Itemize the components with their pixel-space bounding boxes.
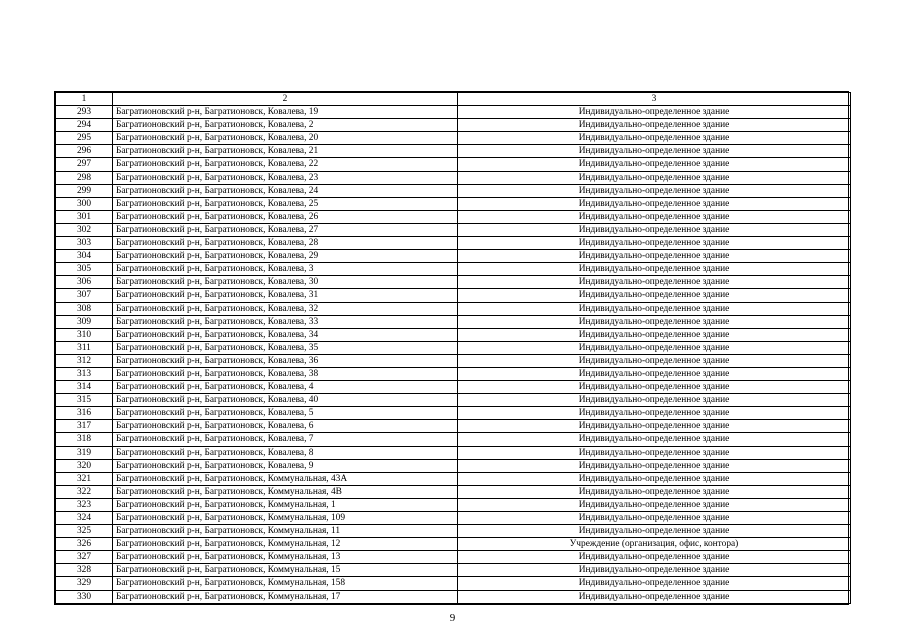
table-row <box>56 459 851 472</box>
table-row <box>56 485 851 498</box>
table-row <box>56 328 851 341</box>
object-type-cell: Индивидуально-определенное здание <box>458 341 851 354</box>
address-cell: Багратионовский р-н, Багратионовск, Коммунальная, 4В <box>113 485 458 498</box>
row-number-cell: 326 <box>56 538 113 551</box>
row-number-cell: 309 <box>56 315 113 328</box>
table-row <box>56 237 851 250</box>
table-row <box>56 250 851 263</box>
object-type-cell: Индивидуально-определенное здание <box>458 197 851 210</box>
row-number-cell: 327 <box>56 551 113 564</box>
row-number-cell: 318 <box>56 433 113 446</box>
row-number-cell: 308 <box>56 302 113 315</box>
address-cell: Багратионовский р-н, Багратионовск, Ковалева, 7 <box>113 433 458 446</box>
table-row <box>56 158 851 171</box>
object-type-cell: Индивидуально-определенное здание <box>458 106 851 119</box>
address-cell: Багратионовский р-н, Багратионовск, Ковалева, 33 <box>113 315 458 328</box>
address-cell: Багратионовский р-н, Багратионовск, Ковалева, 34 <box>113 328 458 341</box>
object-type-cell: Учреждение (организация, офис, контора) <box>458 538 851 551</box>
row-number-cell: 319 <box>56 446 113 459</box>
row-number-cell: 325 <box>56 525 113 538</box>
object-type-cell: Индивидуально-определенное здание <box>458 472 851 485</box>
object-type-cell: Индивидуально-определенное здание <box>458 223 851 236</box>
object-type-cell: Индивидуально-определенное здание <box>458 315 851 328</box>
address-cell: Багратионовский р-н, Багратионовск, Ковалева, 21 <box>113 145 458 158</box>
address-cell: Багратионовский р-н, Багратионовск, Коммунальная, 11 <box>113 525 458 538</box>
address-cell: Багратионовский р-н, Багратионовск, Ковалева, 5 <box>113 407 458 420</box>
table-row <box>56 577 851 590</box>
table-row <box>56 119 851 132</box>
row-number-cell: 304 <box>56 250 113 263</box>
row-number-cell: 294 <box>56 119 113 132</box>
table-row <box>56 223 851 236</box>
object-type-cell: Индивидуально-определенное здание <box>458 237 851 250</box>
table-row <box>56 315 851 328</box>
header-cell-2: 2 <box>113 93 458 106</box>
object-type-cell: Индивидуально-определенное здание <box>458 302 851 315</box>
header-cell-3: 3 <box>458 93 851 106</box>
object-type-cell: Индивидуально-определенное здание <box>458 420 851 433</box>
address-cell: Багратионовский р-н, Багратионовск, Коммунальная, 17 <box>113 590 458 603</box>
address-cell: Багратионовский р-н, Багратионовск, Ковалева, 28 <box>113 237 458 250</box>
row-number-cell: 330 <box>56 590 113 603</box>
row-number-cell: 320 <box>56 459 113 472</box>
table-row <box>56 446 851 459</box>
table-row <box>56 106 851 119</box>
table-body <box>56 93 851 604</box>
address-table <box>55 92 851 604</box>
row-number-cell: 316 <box>56 407 113 420</box>
address-cell: Багратионовский р-н, Багратионовск, Ковалева, 6 <box>113 420 458 433</box>
row-number-cell: 295 <box>56 132 113 145</box>
row-number-cell: 322 <box>56 485 113 498</box>
table-row <box>56 472 851 485</box>
table-row <box>56 394 851 407</box>
header-row <box>56 93 851 106</box>
row-number-cell: 299 <box>56 184 113 197</box>
table-row <box>56 420 851 433</box>
address-cell: Багратионовский р-н, Багратионовск, Ковалева, 31 <box>113 289 458 302</box>
table-row <box>56 564 851 577</box>
object-type-cell: Индивидуально-определенное здание <box>458 184 851 197</box>
row-number-cell: 324 <box>56 512 113 525</box>
row-number-cell: 300 <box>56 197 113 210</box>
table-row <box>56 498 851 511</box>
address-cell: Багратионовский р-н, Багратионовск, Ковалева, 20 <box>113 132 458 145</box>
table-row <box>56 132 851 145</box>
object-type-cell: Индивидуально-определенное здание <box>458 250 851 263</box>
object-type-cell: Индивидуально-определенное здание <box>458 367 851 380</box>
address-cell: Багратионовский р-н, Багратионовск, Коммунальная, 158 <box>113 577 458 590</box>
object-type-cell: Индивидуально-определенное здание <box>458 525 851 538</box>
table-row <box>56 512 851 525</box>
address-cell: Багратионовский р-н, Багратионовск, Ковалева, 25 <box>113 197 458 210</box>
row-number-cell: 310 <box>56 328 113 341</box>
table-row <box>56 367 851 380</box>
row-number-cell: 317 <box>56 420 113 433</box>
table-row <box>56 210 851 223</box>
table-row <box>56 276 851 289</box>
address-cell: Багратионовский р-н, Багратионовск, Коммунальная, 15 <box>113 564 458 577</box>
address-cell: Багратионовский р-н, Багратионовск, Коммунальная, 13 <box>113 551 458 564</box>
page-number: 9 <box>449 612 456 624</box>
object-type-cell: Индивидуально-определенное здание <box>458 551 851 564</box>
address-cell: Багратионовский р-н, Багратионовск, Ковалева, 40 <box>113 394 458 407</box>
object-type-cell: Индивидуально-определенное здание <box>458 145 851 158</box>
address-cell: Багратионовский р-н, Багратионовск, Ковалева, 32 <box>113 302 458 315</box>
object-type-cell: Индивидуально-определенное здание <box>458 512 851 525</box>
object-type-cell: Индивидуально-определенное здание <box>458 289 851 302</box>
table-row <box>56 538 851 551</box>
object-type-cell: Индивидуально-определенное здание <box>458 381 851 394</box>
address-cell: Багратионовский р-н, Багратионовск, Ковалева, 24 <box>113 184 458 197</box>
table-row <box>56 433 851 446</box>
object-type-cell: Индивидуально-определенное здание <box>458 590 851 603</box>
object-type-cell: Индивидуально-определенное здание <box>458 158 851 171</box>
row-number-cell: 323 <box>56 498 113 511</box>
row-number-cell: 328 <box>56 564 113 577</box>
object-type-cell: Индивидуально-определенное здание <box>458 498 851 511</box>
row-number-cell: 296 <box>56 145 113 158</box>
row-number-cell: 302 <box>56 223 113 236</box>
address-cell: Багратионовский р-н, Багратионовск, Ковалева, 3 <box>113 263 458 276</box>
address-cell: Багратионовский р-н, Багратионовск, Ковалева, 19 <box>113 106 458 119</box>
row-number-cell: 313 <box>56 367 113 380</box>
row-number-cell: 311 <box>56 341 113 354</box>
object-type-cell: Индивидуально-определенное здание <box>458 354 851 367</box>
address-cell: Багратионовский р-н, Багратионовск, Коммунальная, 43А <box>113 472 458 485</box>
address-cell: Багратионовский р-н, Багратионовск, Ковалева, 29 <box>113 250 458 263</box>
object-type-cell: Индивидуально-определенное здание <box>458 132 851 145</box>
table-row <box>56 381 851 394</box>
row-number-cell: 315 <box>56 394 113 407</box>
row-number-cell: 303 <box>56 237 113 250</box>
object-type-cell: Индивидуально-определенное здание <box>458 119 851 132</box>
object-type-cell: Индивидуально-определенное здание <box>458 276 851 289</box>
row-number-cell: 321 <box>56 472 113 485</box>
table-row <box>56 171 851 184</box>
address-cell: Багратионовский р-н, Багратионовск, Ковалева, 36 <box>113 354 458 367</box>
address-cell: Багратионовский р-н, Багратионовск, Ковалева, 30 <box>113 276 458 289</box>
table-row <box>56 341 851 354</box>
row-number-cell: 329 <box>56 577 113 590</box>
table-row <box>56 302 851 315</box>
row-number-cell: 307 <box>56 289 113 302</box>
address-cell: Багратионовский р-н, Багратионовск, Ковалева, 23 <box>113 171 458 184</box>
address-cell: Багратионовский р-н, Багратионовск, Ковалева, 27 <box>113 223 458 236</box>
address-cell: Багратионовский р-н, Багратионовск, Ковалева, 9 <box>113 459 458 472</box>
address-cell: Багратионовский р-н, Багратионовск, Коммунальная, 12 <box>113 538 458 551</box>
object-type-cell: Индивидуально-определенное здание <box>458 394 851 407</box>
table-row <box>56 263 851 276</box>
table-row <box>56 289 851 302</box>
object-type-cell: Индивидуально-определенное здание <box>458 263 851 276</box>
object-type-cell: Индивидуально-определенное здание <box>458 328 851 341</box>
address-cell: Багратионовский р-н, Багратионовск, Ковалева, 22 <box>113 158 458 171</box>
row-number-cell: 297 <box>56 158 113 171</box>
row-number-cell: 301 <box>56 210 113 223</box>
address-cell: Багратионовский р-н, Багратионовск, Коммунальная, 109 <box>113 512 458 525</box>
object-type-cell: Индивидуально-определенное здание <box>458 210 851 223</box>
address-cell: Багратионовский р-н, Багратионовск, Ковалева, 38 <box>113 367 458 380</box>
table-row <box>56 407 851 420</box>
table-row <box>56 354 851 367</box>
address-cell: Багратионовский р-н, Багратионовск, Ковалева, 4 <box>113 381 458 394</box>
header-cell-1: 1 <box>56 93 113 106</box>
object-type-cell: Индивидуально-определенное здание <box>458 459 851 472</box>
object-type-cell: Индивидуально-определенное здание <box>458 446 851 459</box>
object-type-cell: Индивидуально-определенное здание <box>458 171 851 184</box>
address-cell: Багратионовский р-н, Багратионовск, Ковалева, 8 <box>113 446 458 459</box>
object-type-cell: Индивидуально-определенное здание <box>458 433 851 446</box>
row-number-cell: 314 <box>56 381 113 394</box>
object-type-cell: Индивидуально-определенное здание <box>458 564 851 577</box>
table-row <box>56 590 851 603</box>
object-type-cell: Индивидуально-определенное здание <box>458 577 851 590</box>
object-type-cell: Индивидуально-определенное здание <box>458 407 851 420</box>
address-cell: Багратионовский р-н, Багратионовск, Ковалева, 35 <box>113 341 458 354</box>
table-row <box>56 145 851 158</box>
table-row <box>56 551 851 564</box>
row-number-cell: 298 <box>56 171 113 184</box>
row-number-cell: 305 <box>56 263 113 276</box>
row-number-cell: 312 <box>56 354 113 367</box>
table-row <box>56 184 851 197</box>
address-cell: Багратионовский р-н, Багратионовск, Коммунальная, 1 <box>113 498 458 511</box>
address-cell: Багратионовский р-н, Багратионовск, Ковалева, 26 <box>113 210 458 223</box>
object-type-cell: Индивидуально-определенное здание <box>458 485 851 498</box>
table-row <box>56 197 851 210</box>
row-number-cell: 306 <box>56 276 113 289</box>
row-number-cell: 293 <box>56 106 113 119</box>
table-row <box>56 525 851 538</box>
address-cell: Багратионовский р-н, Багратионовск, Ковалева, 2 <box>113 119 458 132</box>
